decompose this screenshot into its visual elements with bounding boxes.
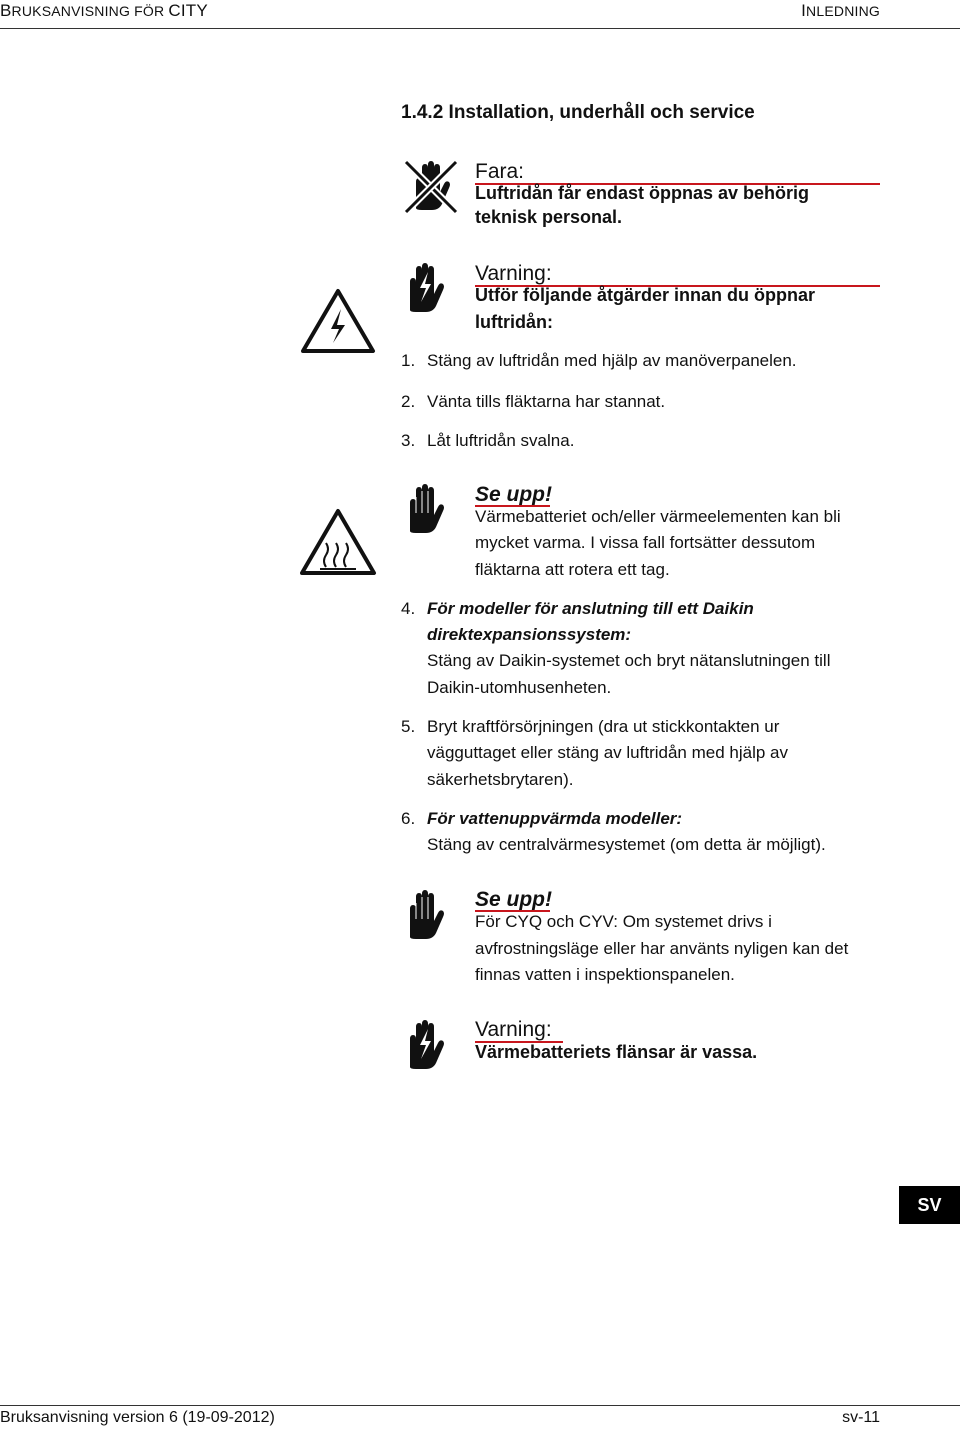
step-5-line2: vägguttaget eller stäng av luftridån med hjälp av	[427, 743, 789, 762]
warning2-line1: Värmebatteriets flänsar är vassa.	[475, 1042, 758, 1062]
caution2-line1: För CYQ och CYV: Om systemet drivs i	[475, 912, 772, 931]
caution2-line3: finnas vatten i inspektionspanelen.	[475, 965, 735, 984]
hot-surface-icon	[298, 507, 378, 582]
language-tab: SV	[899, 1186, 960, 1224]
warning1-line1: Utför följande åtgärder innan du öppnar	[475, 285, 816, 305]
hand-lightning-icon-2	[404, 1019, 452, 1078]
warning2-label: Varning:	[475, 1018, 552, 1041]
warning1-label: Varning:	[475, 262, 552, 285]
header-left: BRUKSANVISNING FÖR CITY	[0, 1, 208, 20]
step-3-num: 3.	[401, 431, 416, 450]
step-4-title1: För modeller för anslutning till ett Daikin	[427, 599, 754, 618]
step-5-line1: Bryt kraftförsörjningen (dra ut stickkontakten ur	[427, 717, 780, 736]
hand-stop-icon	[404, 483, 452, 542]
danger-line1: Luftridån får endast öppnas av behörig	[475, 183, 810, 203]
step-3-text: Låt luftridån svalna.	[427, 431, 575, 450]
step-4-line2: Daikin-utomhusenheten.	[427, 678, 612, 697]
step-5-num: 5.	[401, 717, 416, 736]
step-5-line3: säkerhetsbrytaren).	[427, 770, 574, 789]
step-6-num: 6.	[401, 809, 416, 828]
step-4-num: 4.	[401, 599, 416, 618]
step-4-line1: Stäng av Daikin-systemet och bryt nätanslutningen till	[427, 651, 831, 670]
caution2-label: Se upp!	[475, 888, 552, 911]
step-4-title2: direktexpansionssystem:	[427, 625, 632, 644]
hand-stop-icon-2	[404, 889, 452, 948]
caution1-label: Se upp!	[475, 483, 552, 506]
footer-page-number: sv-11	[842, 1409, 880, 1426]
step-1-num: 1.	[401, 351, 416, 370]
danger-line2: teknisk personal.	[475, 207, 623, 227]
caution1-line2: mycket varma. I vissa fall fortsätter dessutom	[475, 533, 816, 552]
caution2-line2: avfrostningsläge eller har använts nyligen kan det	[475, 939, 849, 958]
caution1-line3: fläktarna att rotera ett tag.	[475, 560, 670, 579]
header-right: INLEDNING	[801, 1, 880, 20]
hand-lightning-icon	[404, 262, 452, 321]
caution1-line1: Värmebatteriet och/eller värmeelementen kan bli	[475, 507, 841, 526]
step-2-text: Vänta tills fläktarna har stannat.	[427, 392, 666, 411]
step-2-num: 2.	[401, 392, 416, 411]
electric-hazard-icon	[299, 287, 377, 360]
step-6-line1: Stäng av centralvärmesystemet (om detta är möjligt).	[427, 835, 826, 854]
footer-rule	[0, 1405, 960, 1406]
step-6-title: För vattenuppvärmda modeller:	[427, 809, 683, 828]
footer-left: Bruksanvisning version 6 (19-09-2012)	[0, 1409, 275, 1426]
crossed-hand-icon	[404, 160, 458, 219]
step-1-text: Stäng av luftridån med hjälp av manöverpanelen.	[427, 351, 797, 370]
warning1-line2: luftridån:	[475, 312, 553, 332]
header-rule	[0, 28, 960, 29]
danger-label: Fara:	[475, 160, 525, 183]
section-title: 1.4.2 Installation, underhåll och service	[401, 102, 755, 123]
